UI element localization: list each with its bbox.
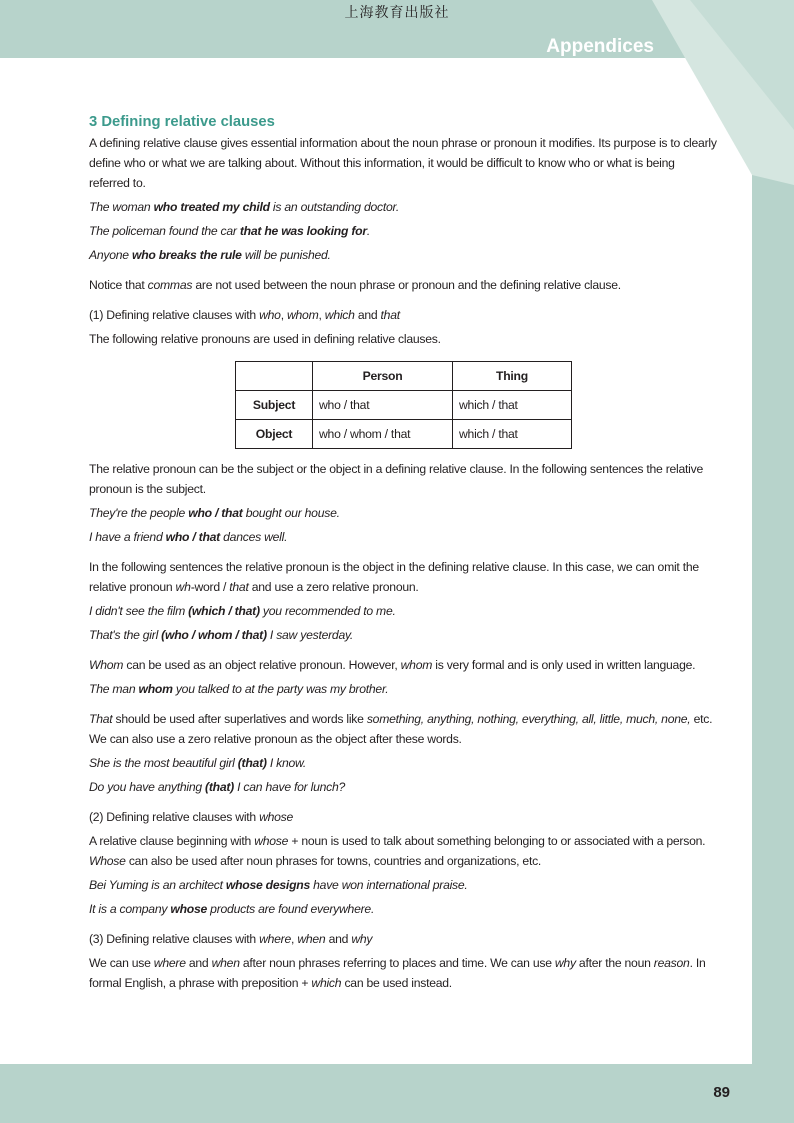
section-title: Appendices — [546, 36, 654, 57]
object-paragraph: In the following sentences the relative pronoun is the object in the defining relative clause. In this case, we can omit the relative pronoun wh-word / that and use a zero relative pronoun. — [89, 560, 699, 594]
commas-note: Notice that commas are not used between the noun phrase or pronoun and the defining relative clause. — [89, 278, 621, 292]
whom-paragraph: Whom can be used as an object relative pronoun. However, whom is very formal and is only used in written language. — [89, 658, 696, 672]
subheading-3: (3) Defining relative clauses with where, when and why — [89, 932, 373, 946]
publisher-name: 上海教育出版社 — [344, 5, 450, 21]
page-number: 89 — [713, 1084, 730, 1101]
example-sentence: She is the most beautiful girl (that) I know. — [89, 756, 307, 770]
table-header-row — [236, 362, 572, 391]
example-sentence: Bei Yuming is an architect whose designs have won international praise. — [89, 878, 468, 892]
section-heading: 3 Defining relative clauses — [89, 114, 275, 130]
intro-paragraph: A defining relative clause gives essential information about the noun phrase or pronoun it modifies. Its purpose is to clearly define who or what we are talking about. Without this information, it would be difficult to know who or what is being referred to. — [89, 136, 717, 190]
table-intro: The following relative pronouns are used in defining relative clauses. — [89, 332, 441, 346]
table-cell: which / that — [453, 391, 572, 420]
table-cell: who / that — [313, 391, 453, 420]
example-sentence: The policeman found the car that he was looking for. — [89, 224, 370, 238]
example-sentence: That's the girl (who / whom / that) I saw yesterday. — [89, 628, 354, 642]
where-when-why-paragraph: We can use where and when after noun phrases referring to places and time. We can use why after the noun reason. In formal English, a phrase with preposition + which can be used instead. — [89, 956, 706, 990]
subheading-2: (2) Defining relative clauses with whose — [89, 810, 294, 824]
table-corner — [236, 362, 313, 391]
example-sentence: The woman who treated my child is an outstanding doctor. — [89, 200, 400, 214]
row-header-object: Object — [236, 420, 313, 449]
row-header-subject: Subject — [236, 391, 313, 420]
table-row — [236, 420, 572, 449]
subheading-1: (1) Defining relative clauses with who, whom, which and that — [89, 308, 400, 322]
subject-paragraph: The relative pronoun can be the subject or the object in a defining relative clause. In the following sentences the relative pronoun is the subject. — [89, 462, 703, 496]
table-row — [236, 391, 572, 420]
that-paragraph: That should be used after superlatives and words like something, anything, nothing, everything, all, little, much, none, etc. We can also use a zero relative pronoun as the object after these words. — [89, 712, 713, 746]
column-header-person: Person — [313, 362, 453, 391]
example-sentence: The man whom you talked to at the party was my brother. — [89, 682, 389, 696]
example-sentence: I didn't see the film (which / that) you recommended to me. — [89, 604, 396, 618]
example-sentence: Anyone who breaks the rule will be punished. — [89, 248, 331, 262]
example-sentence: I have a friend who / that dances well. — [89, 530, 288, 544]
example-sentence: Do you have anything (that) I can have for lunch? — [89, 780, 346, 794]
table-cell: who / whom / that — [313, 420, 453, 449]
column-header-thing: Thing — [453, 362, 572, 391]
main-content — [89, 111, 717, 993]
example-sentence: They're the people who / that bought our house. — [89, 506, 340, 520]
relative-pronoun-table — [235, 361, 572, 449]
example-sentence: It is a company whose products are found everywhere. — [89, 902, 375, 916]
footer-band — [0, 1064, 794, 1123]
table-cell: which / that — [453, 420, 572, 449]
whose-paragraph: A relative clause beginning with whose + noun is used to talk about something belonging to or associated with a person. Whose can also be used after noun phrases for towns, countries and organizations, etc. — [89, 834, 706, 868]
